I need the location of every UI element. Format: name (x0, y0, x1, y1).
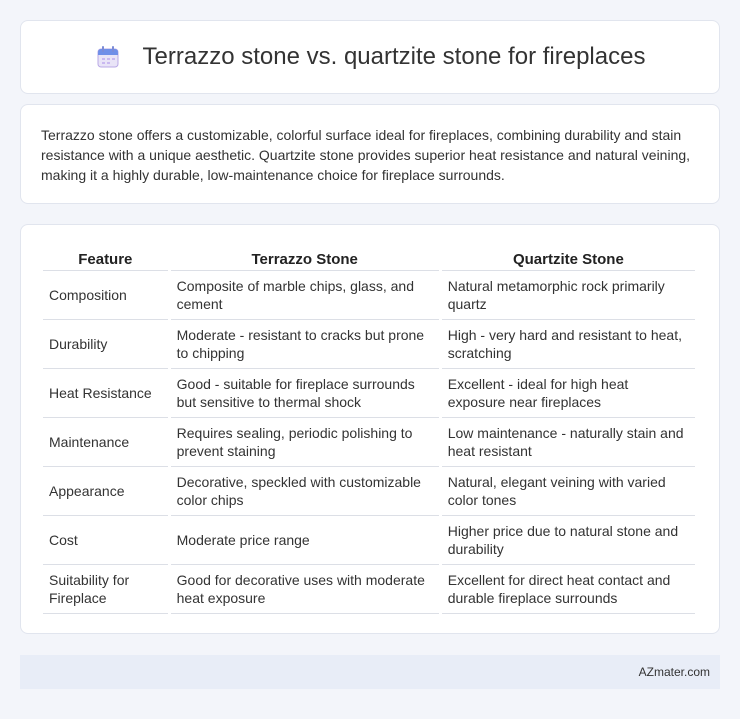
feature-cell: Heat Resistance (43, 369, 168, 418)
feature-cell: Durability (43, 320, 168, 369)
header-feature: Feature (43, 245, 168, 271)
feature-cell: Suitability for Fireplace (43, 565, 168, 614)
table-row (43, 565, 695, 614)
table-row (43, 369, 695, 418)
quartzite-cell: High - very hard and resistant to heat, scratching (442, 320, 695, 369)
terrazzo-cell: Composite of marble chips, glass, and cement (171, 271, 439, 320)
quartzite-cell: Natural, elegant veining with varied color tones (442, 467, 695, 516)
footer-brand: AZmater.com (638, 665, 710, 679)
title-card (20, 20, 720, 94)
table-row (43, 418, 695, 467)
feature-cell: Cost (43, 516, 168, 565)
quartzite-cell: Natural metamorphic rock primarily quartz (442, 271, 695, 320)
quartzite-cell: Low maintenance - naturally stain and heat resistant (442, 418, 695, 467)
terrazzo-cell: Requires sealing, periodic polishing to prevent staining (171, 418, 439, 467)
table-row (43, 516, 695, 565)
terrazzo-cell: Moderate - resistant to cracks but prone to chipping (171, 320, 439, 369)
terrazzo-cell: Moderate price range (171, 516, 439, 565)
table-row (43, 320, 695, 369)
feature-cell: Composition (43, 271, 168, 320)
description-card (20, 104, 720, 204)
calendar-icon (95, 44, 121, 70)
header-quartzite: Quartzite Stone (442, 245, 695, 271)
footer (20, 655, 720, 689)
header-terrazzo: Terrazzo Stone (171, 245, 439, 271)
feature-cell: Appearance (43, 467, 168, 516)
table-header-row (43, 245, 695, 271)
terrazzo-cell: Good for decorative uses with moderate heat exposure (171, 565, 439, 614)
quartzite-cell: Excellent for direct heat contact and durable fireplace surrounds (442, 565, 695, 614)
description-text: Terrazzo stone offers a customizable, colorful surface ideal for fireplaces, combining durability and stain resistance with a unique aesthetic. Quartzite stone provides superior heat resistance and natural veining, making it a highly durable, low-maintenance choice for fireplace surrounds. (41, 127, 691, 183)
terrazzo-cell: Good - suitable for fireplace surrounds but sensitive to thermal shock (171, 369, 439, 418)
page-title: Terrazzo stone vs. quartzite stone for fireplaces (142, 43, 646, 70)
feature-cell: Maintenance (43, 418, 168, 467)
comparison-table (40, 245, 698, 614)
comparison-table-card (20, 224, 720, 634)
table-row (43, 271, 695, 320)
terrazzo-cell: Decorative, speckled with customizable color chips (171, 467, 439, 516)
quartzite-cell: Higher price due to natural stone and durability (442, 516, 695, 565)
quartzite-cell: Excellent - ideal for high heat exposure near fireplaces (442, 369, 695, 418)
table-row (43, 467, 695, 516)
